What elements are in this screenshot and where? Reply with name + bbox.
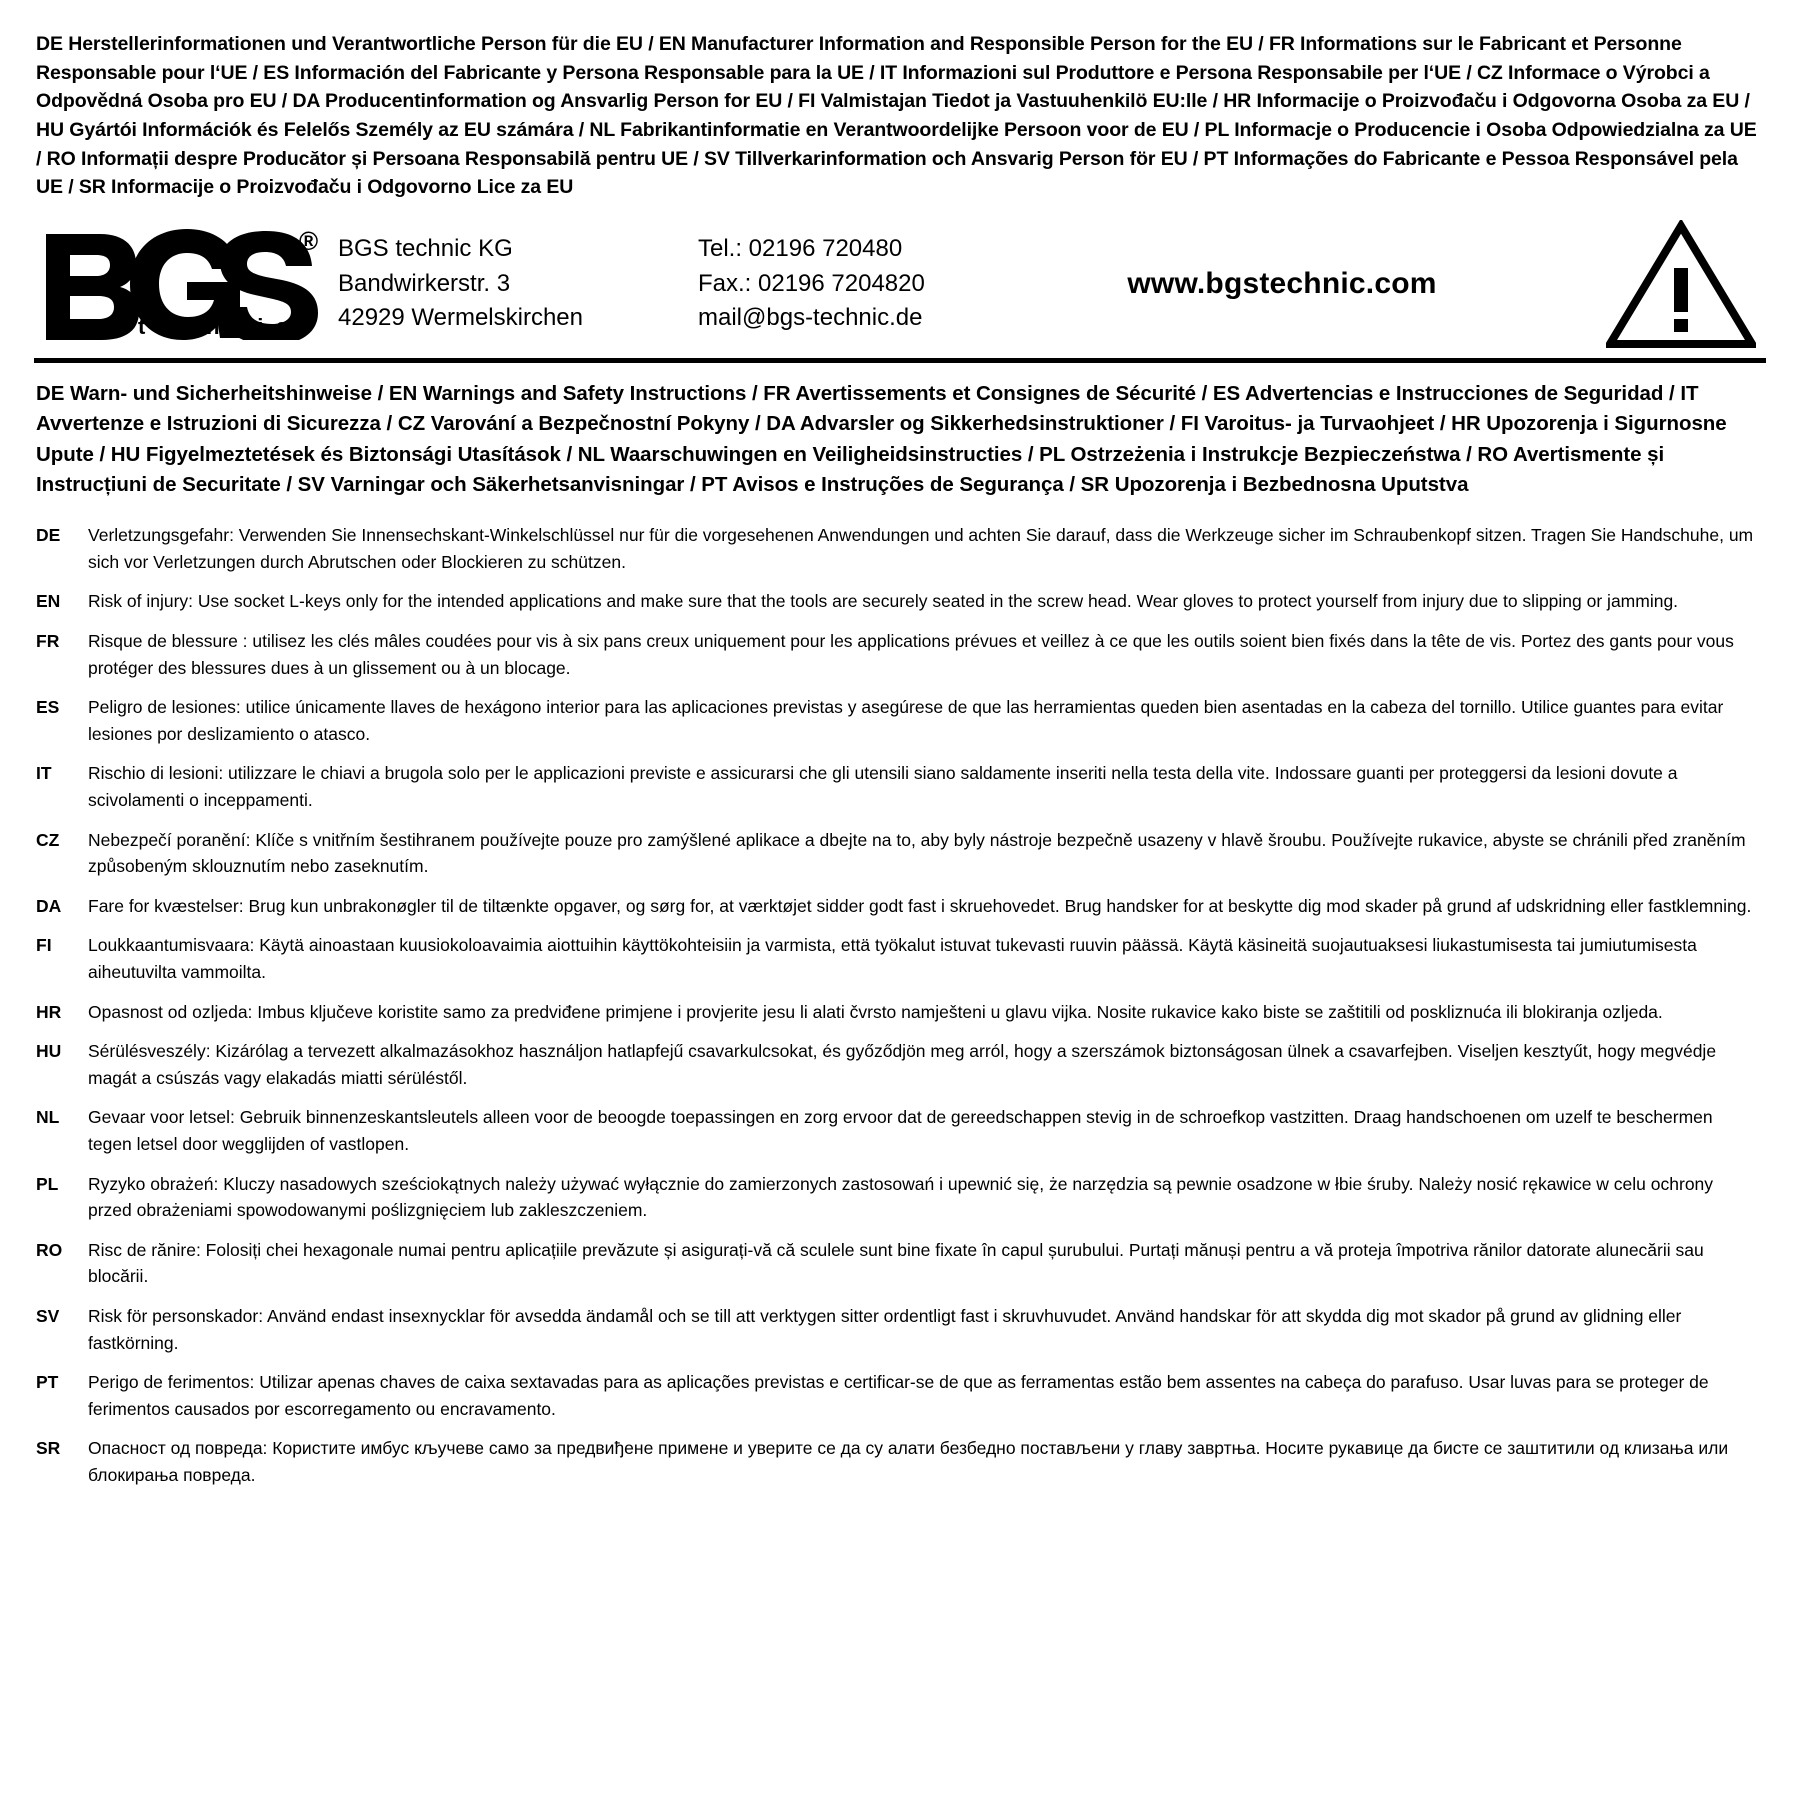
warning-triangle-symbol xyxy=(1586,220,1766,348)
instruction-text: Risk för personskador: Använd endast insexnycklar för avsedda ändamål och se till att verktygen sitter ordentligt fast i skruvhuvudet. Använd handskar för att skydda dig mot skador på grund av glidning eller fastkörning. xyxy=(88,1305,1682,1353)
language-code: DA xyxy=(36,895,62,916)
company-city: 42929 Wermelskirchen xyxy=(338,304,584,332)
bgs-logo xyxy=(34,228,330,340)
language-code: RO xyxy=(36,1239,63,1260)
instruction-row-hu xyxy=(36,1038,1764,1091)
instruction-text: Verletzungsgefahr: Verwenden Sie Innensechskant-Winkelschlüssel nur für die vorgesehenen Anwendungen und achten Sie darauf, dass die Werkzeuge sicher im Schraubenkopf sitzen. Tragen Sie Handschuhe, um sich vor Verletzungen durch Abrutschen oder Blockieren zu schützen. xyxy=(88,525,1754,572)
instruction-text: Risk of injury: Use socket L-keys only for the intended applications and make sure that the tools are securely seated in the screw head. Wear gloves to protect yourself from injury due to slipping or jamming. xyxy=(88,591,1679,612)
instruction-row-es xyxy=(36,694,1764,747)
language-code: EN xyxy=(36,591,61,612)
language-code: DE xyxy=(36,525,61,546)
language-code: HU xyxy=(36,1041,62,1062)
instruction-text: Peligro de lesiones: utilice únicamente llaves de hexágono interior para las aplicaciones previstas y asegúrese de que las herramientas queden bien asentadas en la cabeza del tornillo. Utilice guantes para evitar lesiones por deslizamiento o atasco. xyxy=(88,697,1724,744)
instruction-row-fr xyxy=(36,628,1764,681)
instruction-row-en xyxy=(36,588,1764,615)
instruction-text: Risque de blessure : utilisez les clés mâles coudées pour vis à six pans creux uniquement pour les applications prévues et veillez à ce que les outils soient bien fixés dans la tête de vis. Portez des gants pour vous protéger des blessures dues à un glissement ou à un blocage. xyxy=(88,631,1734,678)
company-name: BGS technic KG xyxy=(338,234,513,262)
language-code: ES xyxy=(36,697,60,718)
language-code: PT xyxy=(36,1372,59,1393)
language-code: HR xyxy=(36,1001,62,1022)
instruction-row-ro xyxy=(36,1237,1764,1290)
company-website: www.bgstechnic.com xyxy=(1127,266,1437,300)
instruction-row-nl xyxy=(36,1104,1764,1157)
instruction-text: Gevaar voor letsel: Gebruik binnenzeskantsleutels alleen voor de beoogde toepassingen en zorg ervoor dat de gereedschappen stevig in de schroefkop vastzitten. Draag handschoenen om uzelf te beschermen tegen letsel door wegglijden of vastlopen. xyxy=(88,1107,1713,1154)
instruction-row-pl xyxy=(36,1171,1764,1224)
warnings-heading-language-strip: DE Warn- und Sicherheitshinweise / EN Warnings and Safety Instructions / FR Avertissements et Consignes de Sécurité / ES Advertencias e Instrucciones de Seguridad / IT Avvertenze e Istruzioni di Sicurezza / CZ Varování a Bezpečnostní Pokyny / DA Advarsler og Sikkerhedsinstruktioner / FI Varoitus- ja Turvaohjeet / HR Upozorenja i Sigurnosne Upute / HU Figyelmeztetések és Biztonsági Utasítások / NL Waarschuwingen en Veiligheidsinstructies / PL Ostrzeżenia i Instrukcje Bezpieczeństwa / RO Avertismente și Instrucțiuni de Securitate / SV Varningar och Säkerhetsanvisningar / PT Avisos e Instruções de Segurança / SR Upozorenja i Bezbednosna Uputstva xyxy=(36,381,1727,496)
instruction-row-de xyxy=(36,522,1764,575)
instruction-row-da xyxy=(36,893,1764,920)
instruction-text: Opasnost od ozljeda: Imbus ključeve koristite samo za predviđene primjene i provjerite jesu li alati čvrsto namješteni u glavu vijka. Nosite rukavice kako biste se zaštitili od poskliznuća ili blokiranja ozljeda. xyxy=(88,1001,1663,1022)
company-contact xyxy=(698,232,1008,336)
instruction-text: Sérülésveszély: Kizárólag a tervezett alkalmazásokhoz használjon hatlapfejű csavarkulcsokat, és győződjön meg arról, hogy a szerszámok biztonságosan ülnek a csavarfejben. Viseljen kesztyűt, hogy megvédje magát a csúszás vagy elakadás miatti sérüléstől. xyxy=(88,1041,1717,1088)
instruction-row-sr xyxy=(36,1435,1764,1488)
instruction-text: Ryzyko obrażeń: Kluczy nasadowych sześciokątnych należy używać wyłącznie do zamierzonych zastosowań i upewnić się, że narzędzia są pewnie osadzone w łbie śruby. Należy nosić rękawice w celu ochrony przed obrażeniami spowodowanymi poślizgnięciem lub zakleszczeniem. xyxy=(88,1173,1714,1221)
instruction-text: Nebezpečí poranění: Klíče s vnitřním šestihranem používejte pouze pro zamýšlené aplikace a dbejte na to, aby byly nástroje bezpečně usazeny v hlavě šroubu. Používejte rukavice, abyste se chránili před zraněním způsobeným sklouznutím nebo zaseknutím. xyxy=(88,829,1746,877)
instruction-text: Rischio di lesioni: utilizzare le chiavi a brugola solo per le applicazioni previste e assicurarsi che gli utensili siano saldamente inseriti nella testa della vite. Indossare guanti per proteggersi da lesioni dovute a scivolamenti o inceppamenti. xyxy=(88,763,1678,810)
company-header xyxy=(34,212,1766,363)
company-fax: Fax.: 02196 7204820 xyxy=(698,269,925,297)
manufacturer-info-language-strip: DE Herstellerinformationen und Verantwortliche Person für die EU / EN Manufacturer Information and Responsible Person for the EU / FR Informations sur le Fabricant et Personne Responsable pour l‘UE / ES Información del Fabricante y Persona Responsable para la UE / IT Informazioni sul Produttore e Persona Responsabile per l‘UE / CZ Informace o Výrobci a Odpovědná Osoba pro EU / DA Producentinformation og Ansvarlig Person for EU / FI Valmistajan Tiedot ja Vastuuhenkilö EU:lle / HR Informacije o Proizvođaču i Odgovorna Osoba za EU / HU Gyártói Információk és Felelős Személy az EU számára / NL Fabrikantinformatie en Verantwoordelijke Persoon voor de EU / PL Informacje o Producencie i Osoba Odpowiedzialna za UE / RO Informații despre Producător și Persoana Responsabilă pentru UE / SV Tillverkarinformation och Ansvarig Person för EU / PT Informações do Fabricante e Pessoa Responsável pela UE / SR Informacije o Proizvođaču i Odgovorno Lice za EU xyxy=(36,33,1757,199)
instruction-text: Опасност од повреда: Користите имбус кључеве само за предвиђене примене и уверите се да су алати безбедно постављени у главу завртња. Носите рукавице да бисте се заштитили од клизања или блокирања повреда. xyxy=(88,1438,1729,1485)
language-code: CZ xyxy=(36,829,60,850)
instruction-row-fi xyxy=(36,932,1764,985)
instruction-text: Fare for kvæstelser: Brug kun unbrakonøgler til de tiltænkte opgaver, og sørg for, at værktøjet sidder godt fast i skruehovedet. Brug handsker for at beskytte dig mod skader på grund af udskridning eller fastklemning. xyxy=(88,895,1752,916)
language-code: SV xyxy=(36,1305,60,1326)
instruction-text: Loukkaantumisvaara: Käytä ainoastaan kuusiokoloavaimia aiottuihin käyttökohteisiin ja varmista, että työkalut istuvat tukevasti ruuvin päässä. Käytä käsineitä suojautuaksesi liukastumisesta tai jumiutumisesta aiheutuvilta vammoilta. xyxy=(88,935,1697,982)
instruction-row-pt xyxy=(36,1369,1764,1422)
warning-triangle-icon xyxy=(1606,220,1756,348)
instruction-row-cz xyxy=(36,827,1764,880)
language-code: IT xyxy=(36,763,52,784)
instruction-row-sv xyxy=(36,1303,1764,1356)
svg-text:®: ® xyxy=(299,227,319,256)
language-code: PL xyxy=(36,1173,59,1194)
instruction-row-it xyxy=(36,760,1764,813)
instructions-list xyxy=(34,522,1766,1488)
instruction-text: Risc de rănire: Folosiți chei hexagonale numai pentru aplicațiile prevăzute și asigurați-vă că sculele sunt bine fixate în capul șurubului. Purtați mănuși pentru a vă proteja împotriva rănilor datorate alunecării sau blocării. xyxy=(88,1239,1704,1287)
company-address xyxy=(330,232,698,336)
instruction-row-hr xyxy=(36,999,1764,1026)
language-code: FI xyxy=(36,935,52,956)
bgs-logo-icon xyxy=(40,228,322,340)
language-code: SR xyxy=(36,1438,61,1459)
instruction-text: Perigo de ferimentos: Utilizar apenas chaves de caixa sextavadas para as aplicações previstas e certificar-se de que as ferramentas estão bem assentes na cabeça do parafuso. Usar luvas para se proteger de ferimentos causados por escorregamento ou encravamento. xyxy=(88,1372,1709,1419)
company-street: Bandwirkerstr. 3 xyxy=(338,269,511,297)
svg-text:t e c h n i c: t e c h n i c xyxy=(138,313,291,339)
company-email: mail@bgs-technic.de xyxy=(698,304,923,332)
company-telephone: Tel.: 02196 720480 xyxy=(698,234,903,262)
language-code: FR xyxy=(36,631,60,652)
language-code: NL xyxy=(36,1107,60,1128)
